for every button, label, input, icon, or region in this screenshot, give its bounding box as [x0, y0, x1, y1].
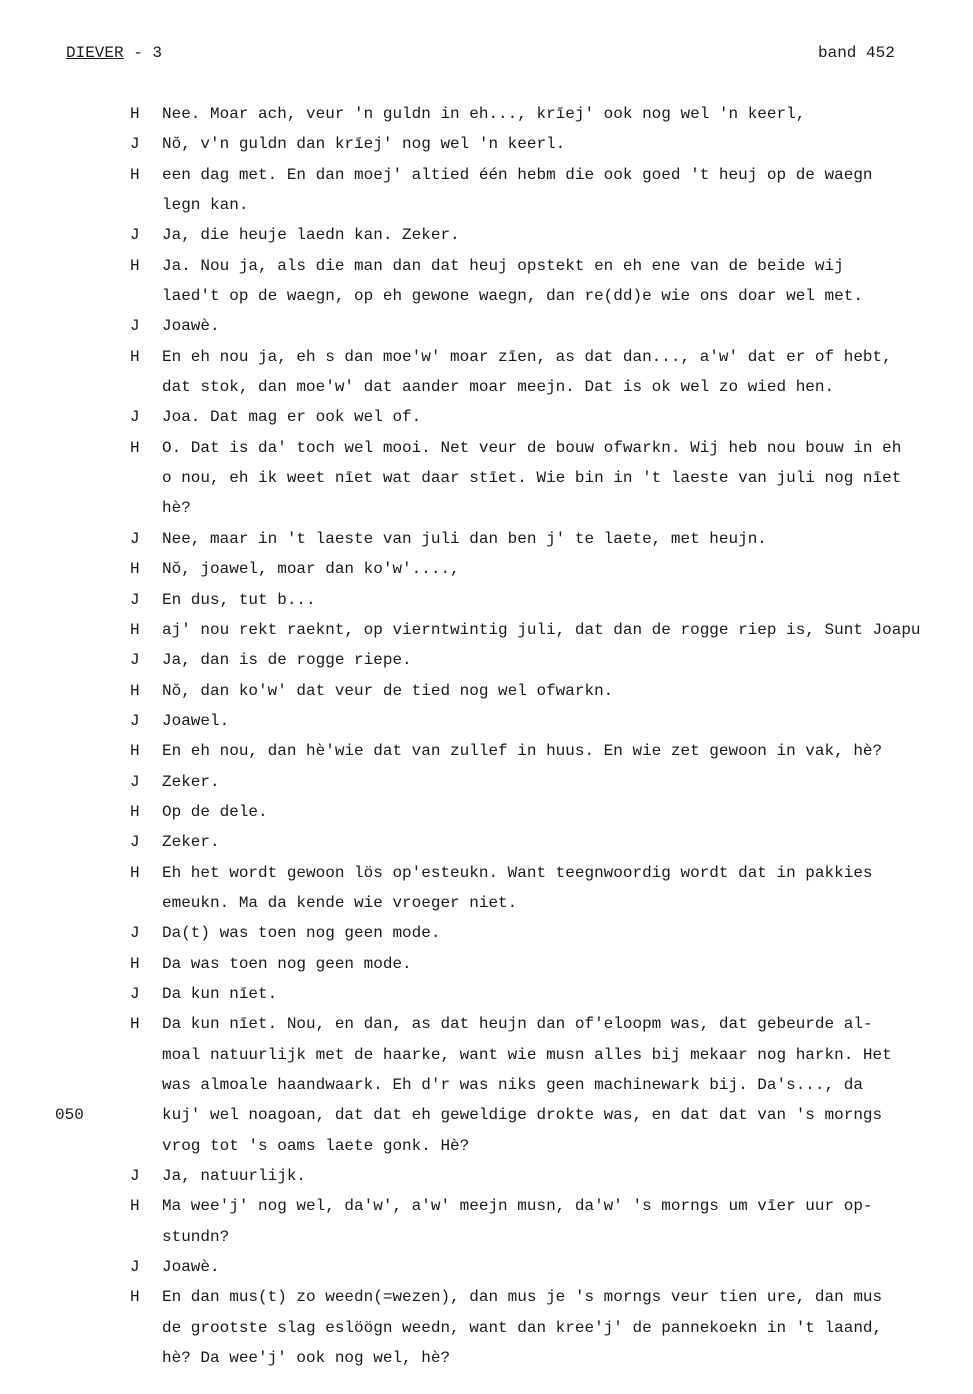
line-text: Da kun nīet. [162, 984, 278, 1003]
speaker-label: H [130, 347, 140, 366]
line-text: En eh nou, dan hè'wie dat van zullef in huus. En wie zet gewoon in vak, hè? [162, 742, 883, 761]
transcript-line [0, 982, 973, 1012]
transcript-line [0, 1316, 973, 1346]
line-text: Da(t) was toen nog geen mode. [162, 924, 441, 943]
speaker-label: H [130, 1015, 140, 1034]
transcript-line [0, 709, 973, 739]
transcript-line [0, 223, 973, 253]
line-text: moal natuurlijk met de haarke, want wie musn alles bij mekaar nog harkn. Het [162, 1045, 892, 1064]
line-text: Da kun nīet. Nou, en dan, as dat heujn dan of'eloopm was, dat gebeurde al- [162, 1015, 873, 1034]
transcript-line [0, 618, 973, 648]
transcript-line [0, 1164, 973, 1194]
line-text: Joawel. [162, 711, 230, 730]
line-text: Joawè. [162, 317, 220, 336]
transcript-line [0, 891, 973, 921]
line-text: Nŏ, dan ko'w' dat veur de tied nog wel ofwarkn. [162, 681, 614, 700]
speaker-label: J [130, 651, 140, 670]
speaker-label: J [130, 984, 140, 1003]
speaker-label: J [130, 833, 140, 852]
transcript-line [0, 314, 973, 344]
transcript-line [0, 102, 973, 132]
transcript-line [0, 557, 973, 587]
line-text: Ja, dan is de rogge riepe. [162, 651, 412, 670]
transcript-line [0, 405, 973, 435]
transcript-lines [0, 102, 973, 1376]
transcript-line [0, 1103, 973, 1133]
line-text: Joa. Dat mag er ook wel of. [162, 408, 422, 427]
line-text: Nŏ, v'n guldn dan krīej' nog wel 'n keerl. [162, 135, 566, 154]
line-text: legn kan. [162, 196, 249, 215]
line-text: Ja, natuurlijk. [162, 1167, 307, 1186]
line-text: Zeker. [162, 772, 220, 791]
transcript-line [0, 284, 973, 314]
line-text: hè? Da wee'j' ook nog wel, hè? [162, 1349, 451, 1368]
speaker-label: H [130, 954, 140, 973]
speaker-label: H [130, 620, 140, 639]
transcript-line [0, 345, 973, 375]
line-text: Ja, die heuje laedn kan. Zeker. [162, 226, 460, 245]
line-text: Nŏ, joawel, moar dan ko'w'...., [162, 560, 460, 579]
line-text: o nou, eh ik weet nīet wat daar stīet. Wie bin in 't laeste van juli nog nīet [162, 469, 902, 488]
page-number: 3 [152, 44, 163, 62]
transcript-line [0, 800, 973, 830]
speaker-label: J [130, 135, 140, 154]
line-text: de grootste slag eslöögn weedn, want dan kree'j' de pannekoekn in 't laand, [162, 1318, 883, 1337]
transcript-line [0, 1043, 973, 1073]
speaker-label: H [130, 681, 140, 700]
line-text: O. Dat is da' toch wel mooi. Net veur de bouw ofwarkn. Wij heb nou bouw in eh [162, 438, 902, 457]
speaker-label: J [130, 1167, 140, 1186]
transcript-line [0, 1134, 973, 1164]
line-text: kuj' wel noagoan, dat dat eh geweldige drokte was, en dat dat van 's morngs [162, 1106, 883, 1125]
line-text: Da was toen nog geen mode. [162, 954, 412, 973]
line-text: En dan mus(t) zo weedn(=wezen), dan mus je 's morngs veur tien ure, dan mus [162, 1288, 883, 1307]
transcript-line [0, 1346, 973, 1376]
transcript-line [0, 739, 973, 769]
transcript-line [0, 952, 973, 982]
transcript-line [0, 1012, 973, 1042]
transcript-line [0, 163, 973, 193]
transcript-line [0, 254, 973, 284]
speaker-label: H [130, 105, 140, 123]
transcript-line [0, 861, 973, 891]
speaker-label: H [130, 1197, 140, 1216]
speaker-label: J [130, 772, 140, 791]
transcript-line [0, 648, 973, 678]
transcript-line [0, 375, 973, 405]
page-header-left [66, 44, 162, 62]
line-text: emeukn. Ma da kende wie vroeger niet. [162, 893, 518, 912]
line-text: aj' nou rekt raeknt, op vierntwintig juli, dat dan de rogge riep is, Sunt Joapu [162, 620, 921, 639]
transcript-line [0, 496, 973, 526]
speaker-label: H [130, 742, 140, 761]
margin-counter: 050 [55, 1106, 84, 1125]
tape-band-label: band 452 [818, 44, 895, 62]
line-text: Op de dele. [162, 802, 268, 821]
line-text: En dus, tut b... [162, 590, 316, 609]
line-text: Eh het wordt gewoon lös op'esteukn. Want teegnwoordig wordt dat in pakkies [162, 863, 873, 882]
transcript-line [0, 1194, 973, 1224]
transcript-line [0, 830, 973, 860]
line-text: Ja. Nou ja, als die man dan dat heuj opstekt en eh ene van de beide wij [162, 256, 844, 275]
speaker-label: H [130, 165, 140, 184]
transcript-line [0, 193, 973, 223]
transcript-line [0, 466, 973, 496]
speaker-label: H [130, 1288, 140, 1307]
transcript-line [0, 1255, 973, 1285]
transcript-line [0, 436, 973, 466]
line-text: stundn? [162, 1227, 230, 1246]
transcript-line [0, 132, 973, 162]
speaker-label: J [130, 226, 140, 245]
transcript-line [0, 921, 973, 951]
transcript-line [0, 1073, 973, 1103]
speaker-label: H [130, 438, 140, 457]
speaker-label: J [130, 317, 140, 336]
transcript-line [0, 1225, 973, 1255]
line-text: vrog tot 's oams laete gonk. Hè? [162, 1136, 470, 1155]
speaker-label: H [130, 802, 140, 821]
speaker-label: J [130, 711, 140, 730]
speaker-label: J [130, 529, 140, 548]
header-separator: - [123, 44, 153, 62]
line-text: Ma wee'j' nog wel, da'w', a'w' meejn musn, da'w' 's morngs um vīer uur op- [162, 1197, 873, 1216]
line-text: Joawè. [162, 1258, 220, 1277]
line-text: En eh nou ja, eh s dan moe'w' moar zīen, as dat dan..., a'w' dat er of hebt, [162, 347, 892, 366]
line-text: dat stok, dan moe'w' dat aander moar meejn. Dat is ok wel zo wied hen. [162, 378, 835, 397]
speaker-label: J [130, 924, 140, 943]
transcript-line [0, 679, 973, 709]
line-text: laed't op de waegn, op eh gewone waegn, dan re(dd)e wie ons doar wel met. [162, 287, 863, 306]
line-text: hè? [162, 499, 191, 518]
speaker-label: J [130, 1258, 140, 1277]
line-text: een dag met. En dan moej' altied één hebm die ook goed 't heuj op de waegn [162, 165, 873, 184]
speaker-label: H [130, 560, 140, 579]
speaker-label: H [130, 863, 140, 882]
transcript-line [0, 770, 973, 800]
speaker-label: H [130, 256, 140, 275]
line-text: Zeker. [162, 833, 220, 852]
line-text: was almoale haandwaark. Eh d'r was niks geen machinewark bij. Da's..., da [162, 1076, 863, 1094]
line-text: Nee. Moar ach, veur 'n guldn in eh..., krīej' ook nog wel 'n keerl, [162, 105, 806, 123]
location-title: DIEVER [66, 44, 124, 62]
speaker-label: J [130, 590, 140, 609]
transcript-line [0, 588, 973, 618]
transcript-line [0, 1285, 973, 1315]
line-text: Nee, maar in 't laeste van juli dan ben j' te laete, met heujn. [162, 529, 767, 548]
transcript-line [0, 527, 973, 557]
speaker-label: J [130, 408, 140, 427]
